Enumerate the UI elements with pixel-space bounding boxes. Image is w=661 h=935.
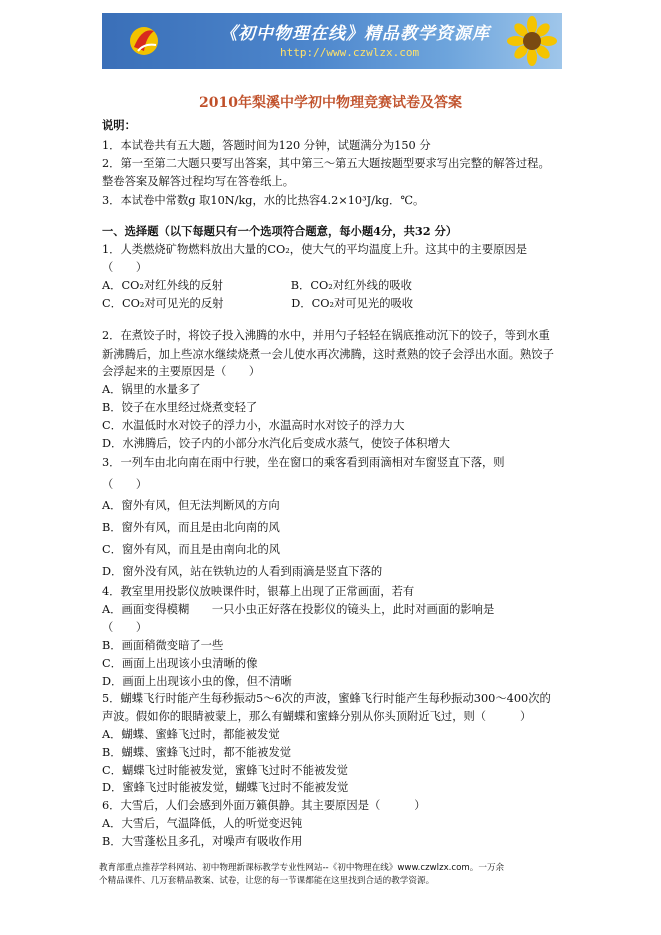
text-line: B．窗外有风，而且是由北向南的风 (102, 521, 280, 534)
text-line: 1．人类燃烧矿物燃料放出大量的CO₂，使大气的平均温度上升。这其中的主要原因是 (102, 243, 528, 256)
text-line: C．窗外有风，而且是由南向北的风 (102, 543, 281, 556)
text-line: 1．本试卷共有五大题，答题时间为120 分钟，试题满分为150 分 (102, 139, 431, 152)
text-line: B．蝴蝶、蜜蜂飞过时，都不能被发觉 (102, 746, 292, 759)
text-line: D．窗外没有风，站在铁轨边的人看到雨滴是竖直下落的 (102, 565, 383, 578)
footer-line-2: 个精品课件、几万套精品教案、试卷，让您的每一节课都能在这里找到合适的教学资源。 (99, 876, 435, 886)
text-line: A．画面变得模糊 一只小虫正好落在投影仪的镜头上，此时对画面的影响是 (102, 603, 495, 616)
text-line: D．画面上出现该小虫的像，但不清晰 (102, 675, 292, 688)
text-line: 2．在煮饺子时，将饺子投入沸腾的水中，并用勺子轻轻在锅底推动沉下的饺子，等到水重 (102, 329, 550, 342)
text-line: 2．第一至第二大题只要写出答案，其中第三～第五大题按题型要求写出完整的解答过程。 (102, 157, 550, 170)
text-line: B．画面稍微变暗了一些 (102, 639, 224, 652)
text-line: （ ） (102, 478, 148, 491)
text-line: C．水温低时水对饺子的浮力小，水温高时水对饺子的浮力大 (102, 419, 405, 432)
text-line: 4．教室里用投影仪放映课件时，银幕上出现了正常画面，若有 (102, 585, 415, 598)
text-line: 整卷答案及解答过程均写在答卷纸上。 (102, 175, 295, 188)
text-line: D．水沸腾后，饺子内的小部分水汽化后变成水蒸气，使饺子体积增大 (102, 437, 450, 450)
text-line: A．窗外有风，但无法判断风的方向 (102, 499, 280, 512)
text-line: A．锅里的水量多了 (102, 383, 201, 396)
text-line: 会浮起来的主要原因是（ ） (102, 365, 261, 378)
text-line: 3．一列车由北向南在雨中行驶，坐在窗口的乘客看到雨滴相对车窗竖直下落，则 (102, 456, 505, 469)
site-logo (128, 23, 160, 57)
text-line: C．蝴蝶飞过时能被发觉，蜜蜂飞过时不能被发觉 (102, 764, 348, 777)
text-line: D．蜜蜂飞过时能被发觉，蝴蝶飞过时不能被发觉 (102, 781, 349, 794)
text-line: A．CO₂对红外线的反射 B．CO₂对红外线的吸收 (102, 279, 412, 292)
text-line: 声波。假如你的眼睛被蒙上，那么有蝴蝶和蜜蜂分别从你头顶附近飞过，则（ ） (102, 710, 532, 723)
text-line: 新沸腾后，加上些凉水继续烧煮一会儿使水再次沸腾，这时煮熟的饺子会浮出水面。熟饺子 (102, 348, 554, 361)
banner-title: 《初中物理在线》精品教学资源库 (220, 24, 490, 44)
text-line: 5．蝴蝶飞行时能产生每秒振动5～6次的声波，蜜蜂飞行时能产生每秒振动300～400次的 (102, 692, 551, 705)
page-footer (99, 862, 563, 888)
text-line: B．饺子在水里经过烧煮变轻了 (102, 401, 258, 414)
text-line: 6．大雪后，人们会感到外面万籁俱静。其主要原因是（ ） (102, 799, 426, 812)
text-line: （ ） (102, 261, 148, 274)
text-line: A．蝴蝶、蜜蜂飞过时，都能被发觉 (102, 728, 280, 741)
text-line: 说明： (102, 118, 136, 132)
text-line: 一、选择题（以下每题只有一个选项符合题意，每小题4分，共32 分） (102, 224, 458, 238)
footer-line-1: 教育部重点推荐学科网站、初中物理新课标教学专业性网站--《初中物理在线》www.czwlzx.com。一万余 (99, 863, 505, 873)
banner-url[interactable]: http://www.czwlzx.com (280, 46, 420, 59)
document-title: 2010年梨溪中学初中物理竞赛试卷及答案 (199, 95, 462, 111)
text-line: C．画面上出现该小虫清晰的像 (102, 657, 258, 670)
sunflower-icon (502, 15, 558, 67)
text-line: C．CO₂对可见光的反射 D．CO₂对可见光的吸收 (102, 297, 414, 310)
text-line: A．大雪后，气温降低，人的听觉变迟钝 (102, 817, 303, 830)
text-line: 3．本试卷中常数g 取10N/kg，水的比热容4.2×10³J/kg．℃。 (102, 194, 425, 207)
text-line: B．大雪蓬松且多孔，对噪声有吸收作用 (102, 835, 303, 848)
text-line: （ ） (102, 621, 148, 634)
site-banner (102, 13, 562, 69)
